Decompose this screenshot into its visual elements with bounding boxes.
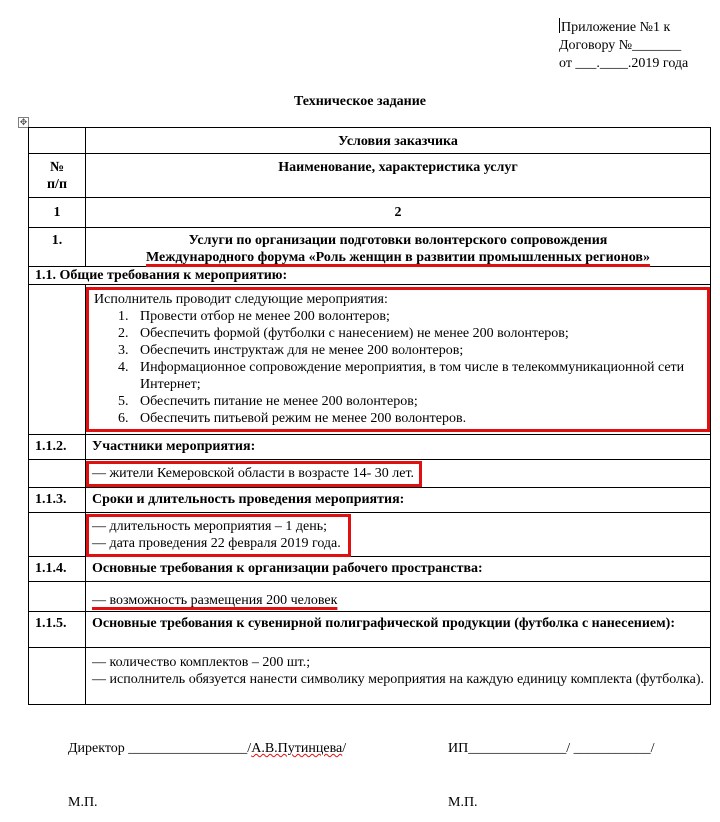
events-highlight-box (88, 289, 708, 430)
s114-body: — возможность размещения 200 человек (92, 593, 338, 608)
s115-line-1: — количество комплектов – 200 шт.; (92, 655, 311, 670)
s113-num: 1.1.3. (29, 488, 86, 513)
row1-text-a: Услуги по организации подготовки волонтерского сопровождения (188, 233, 608, 248)
director-signature-line (68, 740, 346, 758)
s113-line-1: — длительность мероприятия – 1 день; (92, 519, 328, 534)
director-name: А.В.Путинцева (251, 741, 343, 756)
document-title: Техническое задание (293, 94, 426, 109)
annex-line-2: Договору №_______ (559, 38, 682, 53)
s114-blank (29, 582, 86, 612)
annex-line-3: от ___.____.2019 года (559, 56, 689, 71)
header-name: Наименование, характеристика услуг (86, 154, 711, 198)
row1-text (86, 228, 711, 267)
s112-blank (29, 460, 86, 488)
list-item: 2. Обеспечить формой (футболки с нанесением) не менее 200 волонтеров; (118, 326, 569, 341)
header-conditions: Условия заказчика (86, 128, 711, 154)
list-item: 6. Обеспечить питьевой режим не менее 200 волонтеров. (118, 411, 467, 426)
header-blank-cell (29, 128, 86, 154)
col-index-1: 1 (29, 198, 86, 228)
s114-title: Основные требования к организации рабочего пространства: (86, 557, 711, 582)
spec-table (28, 127, 711, 705)
text-cursor (559, 18, 560, 33)
row1-num: 1. (29, 228, 86, 267)
list-item: 5. Обеспечить питание не менее 200 волонтеров; (118, 394, 418, 409)
s113-body (88, 516, 349, 555)
s113-title: Сроки и длительность проведения мероприятия: (86, 488, 711, 513)
events-cell (86, 285, 711, 435)
events-num-cell (29, 285, 86, 435)
col-index-2: 2 (86, 198, 711, 228)
header-num: № п/п (29, 154, 86, 198)
events-intro: Исполнитель проводит следующие мероприятия: (94, 292, 388, 307)
s114-num: 1.1.4. (29, 557, 86, 582)
s112-body: — жители Кемеровской области в возрасте 14- 30 лет. (88, 463, 420, 485)
s113-line-2: — дата проведения 22 февраля 2019 года. (92, 536, 341, 551)
s113-blank (29, 513, 86, 557)
table-move-handle-icon[interactable]: ✥ (19, 117, 28, 127)
section-1-1-title: 1.1. Общие требования к мероприятию: (29, 267, 711, 285)
annex-header (559, 18, 688, 73)
s115-body-cell (86, 648, 711, 705)
s112-body-cell (86, 460, 711, 488)
ip-signature-line: ИП______________/ ___________/ (448, 741, 655, 756)
stamp-right: М.П. (448, 795, 478, 810)
s114-body-cell (86, 582, 711, 612)
director-label: Директор _________________/ (68, 741, 252, 756)
director-end: / (342, 741, 347, 756)
s115-title: Основные требования к сувенирной полиграфической продукции (футболка с нанесением): (86, 612, 711, 648)
s115-blank (29, 648, 86, 705)
annex-line-1: Приложение №1 к (561, 20, 671, 35)
s115-line-2: — исполнитель обязуется нанести символику мероприятия на каждую единицу комплекта (футболка). (92, 672, 704, 687)
s112-title: Участники мероприятия: (86, 435, 711, 460)
row1-text-b: Международного форума «Роль женщин в развитии промышленных регионов» (146, 250, 650, 265)
s115-num: 1.1.5. (29, 612, 86, 648)
list-item: 4. Информационное сопровождение мероприятия, в том числе в телекоммуникационной сети Интернет; (118, 360, 685, 392)
list-item: 1. Провести отбор не менее 200 волонтеров; (118, 309, 390, 324)
list-item: 3. Обеспечить инструктаж для не менее 200 волонтеров; (118, 343, 464, 358)
stamp-left: М.П. (68, 795, 98, 810)
s113-body-cell (86, 513, 711, 557)
events-list (92, 308, 704, 427)
s112-num: 1.1.2. (29, 435, 86, 460)
